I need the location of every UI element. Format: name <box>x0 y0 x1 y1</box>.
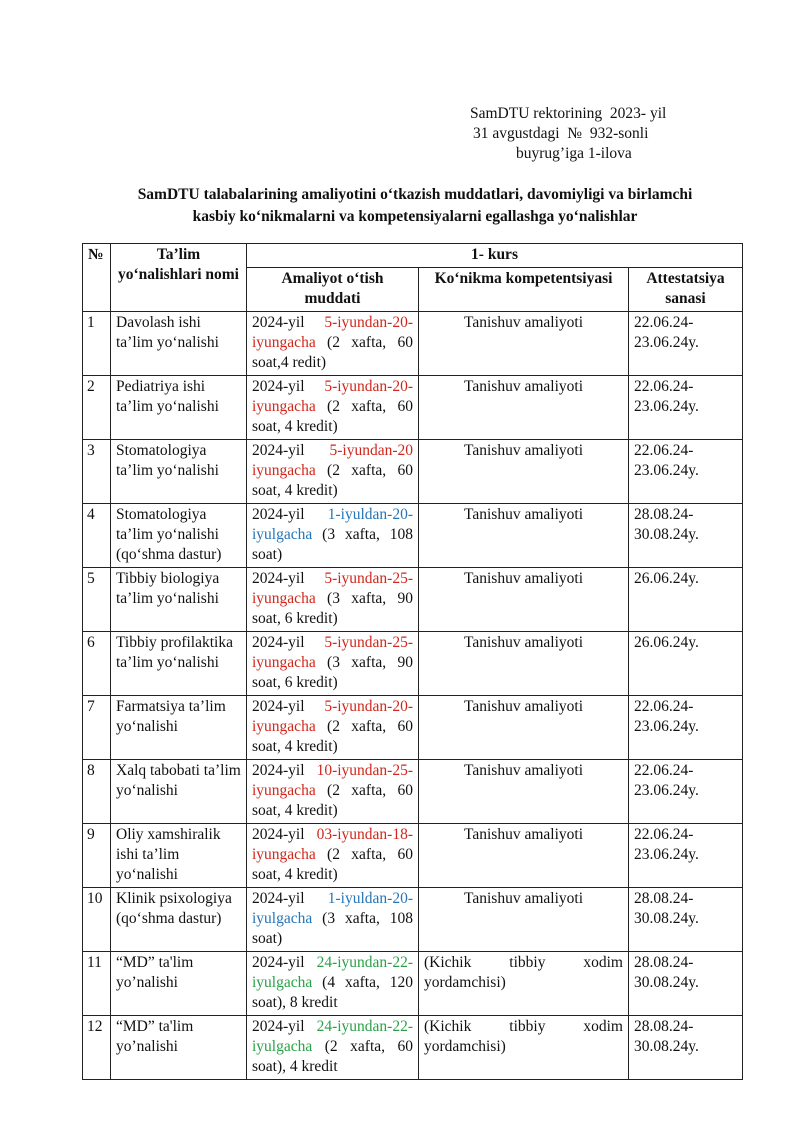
period-dates: 5-iyundan-20-iyungacha <box>252 698 413 735</box>
row-number: 5 <box>83 568 111 632</box>
table-row <box>83 568 743 632</box>
attestation-date: 28.08.24-30.08.24y. <box>629 1016 743 1080</box>
period-dates: 5-iyundan-20 iyungacha <box>252 442 413 479</box>
period-duration: (3 xafta, 90 soat, 6 kredit) <box>252 590 413 627</box>
period-duration: (2 xafta, 60 soat, 4 kredit) <box>252 462 413 499</box>
internship-period <box>247 760 419 824</box>
skill-competency: Tanishuv amaliyoti <box>419 504 629 568</box>
attestation-date: 28.08.24-30.08.24y. <box>629 504 743 568</box>
skill-competency: Tanishuv amaliyoti <box>419 760 629 824</box>
skill-competency: Tanishuv amaliyoti <box>419 824 629 888</box>
internship-period <box>247 440 419 504</box>
attestation-date: 22.06.24-23.06.24y. <box>629 440 743 504</box>
row-number: 8 <box>83 760 111 824</box>
order-reference <box>470 104 730 164</box>
skill-competency: Tanishuv amaliyoti <box>419 440 629 504</box>
col-header-number: № <box>83 244 111 312</box>
period-year: 2024-yil <box>252 634 305 651</box>
document-title <box>70 184 760 228</box>
order-reference-line2: 31 avgustdagi № 932-sonli <box>473 125 649 142</box>
program-name: Davolash ishi ta’lim yo‘nalishi <box>111 312 247 376</box>
attestation-date: 28.08.24-30.08.24y. <box>629 888 743 952</box>
table-row <box>83 632 743 696</box>
attestation-date: 28.08.24-30.08.24y. <box>629 952 743 1016</box>
internship-period <box>247 568 419 632</box>
skill-competency: Tanishuv amaliyoti <box>419 376 629 440</box>
period-year: 2024-yil <box>252 826 305 843</box>
program-name: Tibbiy biologiya ta’lim yo‘nalishi <box>111 568 247 632</box>
skill-competency: Tanishuv amaliyoti <box>419 696 629 760</box>
attestation-date: 22.06.24-23.06.24y. <box>629 312 743 376</box>
table-row <box>83 760 743 824</box>
table-row <box>83 504 743 568</box>
col-header-period: Amaliyot o‘tish muddati <box>247 268 419 312</box>
skill-competency: (Kichik tibbiy xodim yordamchisi) <box>419 952 629 1016</box>
row-number: 2 <box>83 376 111 440</box>
period-year: 2024-yil <box>252 890 305 907</box>
order-reference-line1: SamDTU rektorining 2023- yil <box>470 105 667 122</box>
row-number: 9 <box>83 824 111 888</box>
skill-competency: Tanishuv amaliyoti <box>419 632 629 696</box>
period-dates: 24-iyundan-22-iyulgacha <box>252 1018 413 1055</box>
period-duration: (2 xafta, 60 soat,4 redit) <box>252 334 413 371</box>
row-number: 4 <box>83 504 111 568</box>
attestation-date: 26.06.24y. <box>629 568 743 632</box>
period-duration: (4 xafta, 120 soat), 8 kredit <box>252 974 413 1011</box>
program-name: Pediatriya ishi ta’lim yo‘nalishi <box>111 376 247 440</box>
row-number: 11 <box>83 952 111 1016</box>
program-name: Oliy xamshiralik ishi ta’lim yo‘nalishi <box>111 824 247 888</box>
row-number: 10 <box>83 888 111 952</box>
period-dates: 5-iyundan-25-iyungacha <box>252 634 413 671</box>
row-number: 3 <box>83 440 111 504</box>
document-title-line1: SamDTU talabalarining amaliyotini o‘tkazish muddatlari, davomiyligi va birlamchi <box>137 186 693 203</box>
program-name: Stomatologiya ta’lim yo‘nalishi <box>111 440 247 504</box>
period-duration: (3 xafta, 108 soat) <box>252 910 413 947</box>
row-number: 12 <box>83 1016 111 1080</box>
period-year: 2024-yil <box>252 314 305 331</box>
program-name: “MD” ta'lim yo’nalishi <box>111 952 247 1016</box>
internship-period <box>247 376 419 440</box>
row-number: 1 <box>83 312 111 376</box>
skill-competency: Tanishuv amaliyoti <box>419 888 629 952</box>
row-number: 7 <box>83 696 111 760</box>
period-year: 2024-yil <box>252 954 305 971</box>
period-dates: 5-iyundan-20-iyungacha <box>252 314 413 351</box>
period-year: 2024-yil <box>252 506 305 523</box>
period-duration: (3 xafta, 108 soat) <box>252 526 413 563</box>
internship-schedule-table <box>82 243 743 1080</box>
table-header-row-1 <box>83 244 743 268</box>
period-dates: 1-iyuldan-20- iyulgacha <box>252 506 413 543</box>
attestation-date: 22.06.24-23.06.24y. <box>629 824 743 888</box>
period-year: 2024-yil <box>252 762 305 779</box>
internship-period <box>247 504 419 568</box>
internship-period <box>247 952 419 1016</box>
attestation-date: 22.06.24-23.06.24y. <box>629 376 743 440</box>
program-name: Farmatsiya ta’lim yo‘nalishi <box>111 696 247 760</box>
table-row <box>83 312 743 376</box>
row-number: 6 <box>83 632 111 696</box>
program-name: Klinik psixologiya (qo‘shma dastur) <box>111 888 247 952</box>
table-row <box>83 888 743 952</box>
period-year: 2024-yil <box>252 698 305 715</box>
skill-competency: (Kichik tibbiy xodim yordamchisi) <box>419 1016 629 1080</box>
col-header-attestation: Attestatsiya sanasi <box>629 268 743 312</box>
program-name: Tibbiy profilaktika ta’lim yo‘nalishi <box>111 632 247 696</box>
period-dates: 5-iyundan-20-iyungacha <box>252 378 413 415</box>
table-row <box>83 824 743 888</box>
internship-period <box>247 312 419 376</box>
skill-competency: Tanishuv amaliyoti <box>419 312 629 376</box>
period-dates: 1-iyuldan-20- iyulgacha <box>252 890 413 927</box>
table-row <box>83 1016 743 1080</box>
program-name: Xalq tabobati ta’lim yo‘nalishi <box>111 760 247 824</box>
period-year: 2024-yil <box>252 378 305 395</box>
skill-competency: Tanishuv amaliyoti <box>419 568 629 632</box>
col-header-course: 1- kurs <box>247 244 743 268</box>
program-name: “MD” ta'lim yo’nalishi <box>111 1016 247 1080</box>
period-year: 2024-yil <box>252 570 305 587</box>
table-row <box>83 440 743 504</box>
internship-period <box>247 696 419 760</box>
table-row <box>83 376 743 440</box>
period-duration: (2 xafta, 60 soat, 4 kredit) <box>252 398 413 435</box>
period-dates: 24-iyundan-22-iyulgacha <box>252 954 413 991</box>
period-duration: (2 xafta, 60 soat, 4 kredit) <box>252 846 413 883</box>
period-year: 2024-yil <box>252 1018 305 1035</box>
table-row <box>83 952 743 1016</box>
period-duration: (2 xafta, 60 soat), 4 kredit <box>252 1038 414 1075</box>
internship-period <box>247 1016 419 1080</box>
attestation-date: 22.06.24-23.06.24y. <box>629 696 743 760</box>
col-header-skill: Ko‘nikma kompetentsiyasi <box>419 268 629 312</box>
period-dates: 10-iyundan-25-iyungacha <box>252 762 413 799</box>
period-dates: 5-iyundan-25-iyungacha <box>252 570 413 607</box>
period-dates: 03-iyundan-18-iyungacha <box>252 826 413 863</box>
internship-period <box>247 824 419 888</box>
col-header-name: Ta’lim yo‘nalishlari nomi <box>111 244 247 312</box>
program-name: Stomatologiya ta’lim yo‘nalishi (qo‘shma dastur) <box>111 504 247 568</box>
period-duration: (2 xafta, 60 soat, 4 kredit) <box>252 718 413 755</box>
internship-period <box>247 888 419 952</box>
period-duration: (3 xafta, 90 soat, 6 kredit) <box>252 654 413 691</box>
order-reference-line3: buyrug’iga 1-ilova <box>516 145 632 162</box>
document-title-line2: kasbiy ko‘nikmalarni va kompetensiyalarni egallashga yo‘nalishlar <box>192 208 638 225</box>
attestation-date: 26.06.24y. <box>629 632 743 696</box>
period-year: 2024-yil <box>252 442 305 459</box>
period-duration: (2 xafta, 60 soat, 4 kredit) <box>252 782 413 819</box>
table-row <box>83 696 743 760</box>
internship-period <box>247 632 419 696</box>
attestation-date: 22.06.24-23.06.24y. <box>629 760 743 824</box>
table-body <box>83 312 743 1080</box>
